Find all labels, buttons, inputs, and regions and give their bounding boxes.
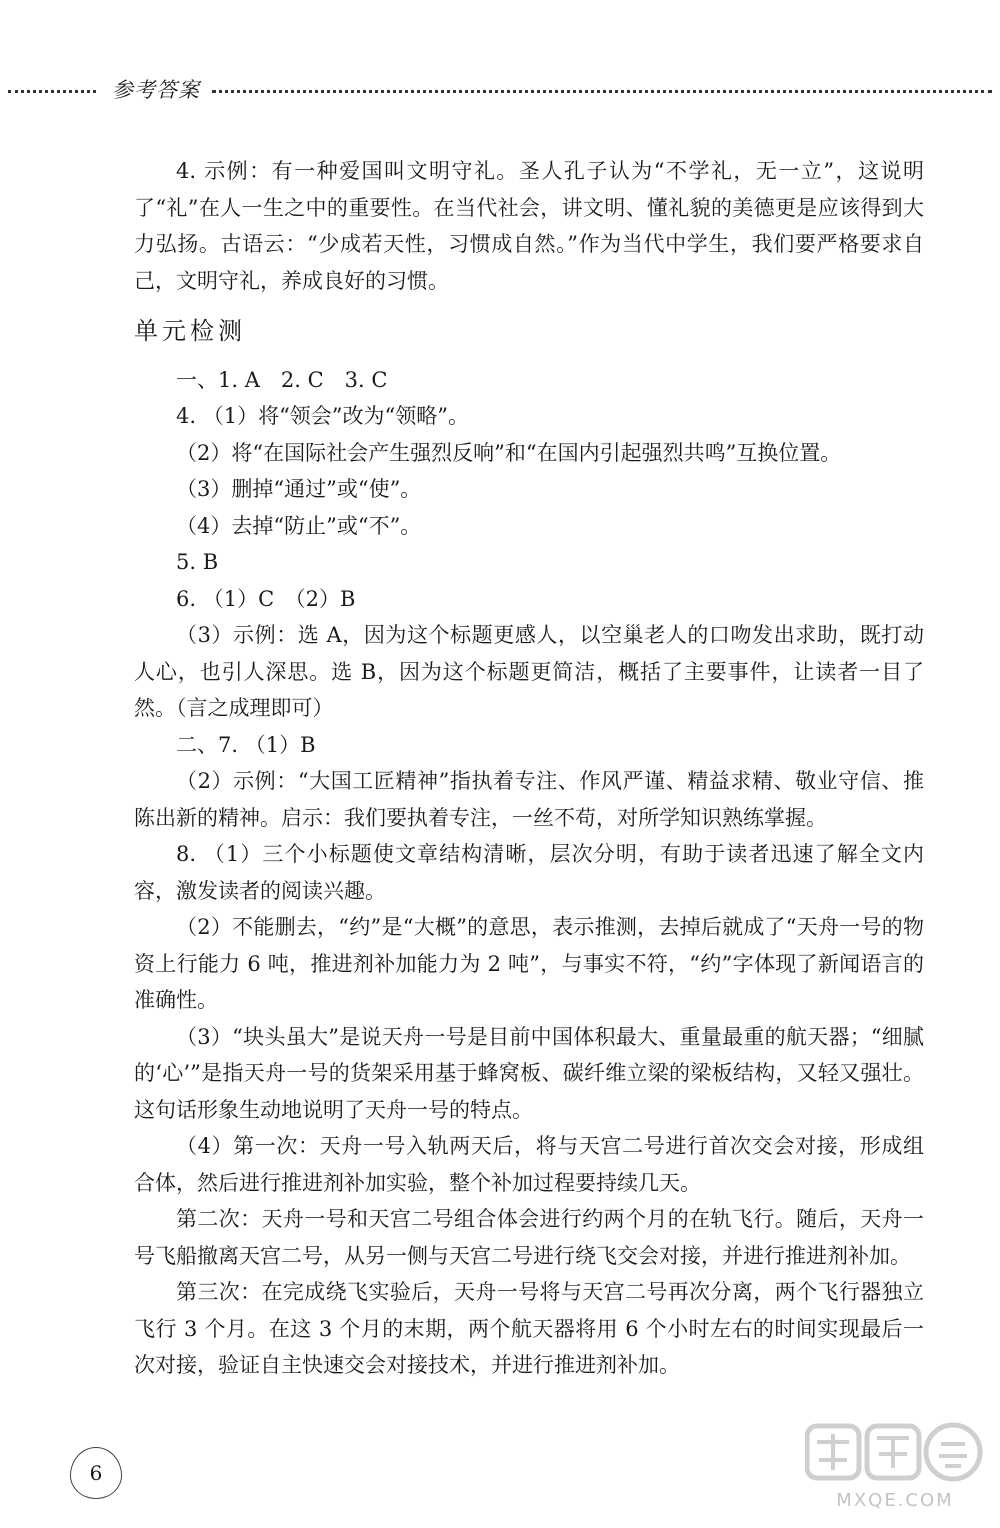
answer-line: 二、7. （1）B <box>176 732 316 757</box>
paragraph-example-4: 4. 示例：有一种爱国叫文明守礼。圣人孔子认为“不学礼，无一立”，这说明了“礼”在人一生之中的重要性。在当代社会，讲文明、懂礼貌的美德更是应该得到大力弘扬。古语云：“少成若天性，习惯成自然。”作为当代中学生，我们要严格要求自己，文明守礼，养成良好的习惯。 <box>134 159 924 293</box>
page-number <box>70 1447 122 1499</box>
answer-line: （2）示例：“大国工匠精神”指执着专注、作风严谨、精益求精、敬业守信、推陈出新的精神。启示：我们要执着专注，一丝不苟，对所学知识熟练掌握。 <box>134 769 924 830</box>
answer-line: （4）第一次：天舟一号入轨两天后，将与天宫二号进行首次交会对接，形成组合体，然后进行推进剂补加实验，整个补加过程要持续几天。 <box>134 1134 924 1195</box>
header-title: 参考答案 <box>112 78 200 102</box>
page-header <box>0 72 1000 112</box>
answer-line: 第二次：天舟一号和天宫二号组合体会进行约两个月的在轨飞行。随后，天舟一号飞船撤离天宫二号，从另一侧与天宫二号进行绕飞交会对接，并进行推进剂补加。 <box>134 1207 924 1268</box>
section-title: 单元检测 <box>134 317 246 345</box>
answer-line: 8. （1）三个小标题使文章结构清晰，层次分明，有助于读者迅速了解全文内容，激发读者的阅读兴趣。 <box>134 842 924 903</box>
answer-line: 5. B <box>176 550 219 574</box>
watermark-text: MXQE.COM <box>836 1490 954 1511</box>
answer-line: 6. （1）C （2）B <box>176 586 356 611</box>
watermark-logo-graphic <box>800 1420 990 1484</box>
answer-line: （3）“块头虽大”是说天舟一号是目前中国体积最大、重量最重的航天器；“细腻的‘心’”是指天舟一号的货架采用基于蜂窝板、碳纤维立梁的梁板结构，又轻又强壮。这句话形象生动地说明了天舟一号的特点。 <box>134 1024 924 1122</box>
answer-line: （3）示例：选 A，因为这个标题更感人，以空巢老人的口吻发出求助，既打动人心，也引人深思。选 B，因为这个标题更简洁，概括了主要事件，让读者一目了然。（言之成理即可） <box>134 623 924 720</box>
page-content <box>134 153 924 1384</box>
header-dotted-rule-right <box>212 90 992 93</box>
answer-line: （2）不能删去，“约”是“大概”的意思，表示推测，去掉后就成了“天舟一号的物资上行能力 6 吨，推进剂补加能力为 2 吨”，与事实不符，“约”字体现了新闻语言的准确性。 <box>134 915 924 1012</box>
header-dotted-rule-left <box>8 90 96 93</box>
answer-line: 一、1. A 2. C 3. C <box>176 367 388 392</box>
watermark-logo <box>800 1420 990 1520</box>
page-number-text: 6 <box>89 1461 103 1485</box>
answer-line: 4. （1）将“领会”改为“领略”。 <box>176 404 470 428</box>
answer-line: （4）去掉“防止”或“不”。 <box>176 513 422 538</box>
watermark-icon <box>805 1420 985 1484</box>
answer-line: 第三次：在完成绕飞实验后，天舟一号将与天宫二号再次分离，两个飞行器独立飞行 3 个月。在这 3 个月的末期，两个航天器将用 6 个小时左右的时间实现最后一次对接，验证自主快速交会对接技术，并进行推进剂补加。 <box>134 1280 924 1377</box>
answer-line: （3）删掉“通过”或“使”。 <box>176 477 422 501</box>
answer-line: （2）将“在国际社会产生强烈反响”和“在国内引起强烈共鸣”互换位置。 <box>176 440 842 465</box>
